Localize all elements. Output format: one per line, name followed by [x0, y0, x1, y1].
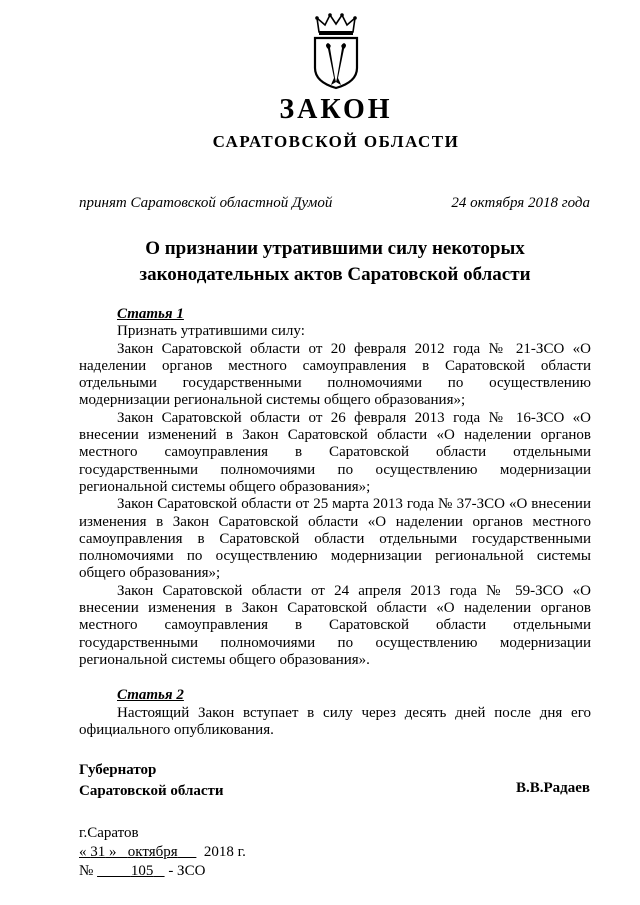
law-number-value: 105: [130, 863, 154, 879]
document-subtitle: САРАТОВСКОЙ ОБЛАСТИ: [212, 132, 460, 151]
article-1-item: Закон Саратовской области от 20 февраля 2012 года № 21-ЗСО «О наделении органов местного самоуправления в Саратовской области отдельными государственными полномочиями по осуществлению модернизации региональной системы общего образования»;: [79, 340, 591, 409]
article-2-heading: Статья 2: [117, 687, 184, 704]
law-title-line-2: законодательных актов Саратовской области: [139, 264, 531, 285]
signatory-name: В.В.Радаев: [515, 780, 590, 796]
signing-city: г.Саратов: [79, 825, 139, 841]
signing-date: « 31 » октября 2018 г.: [79, 844, 246, 860]
article-1-item: Закон Саратовской области от 25 марта 2013 года № 37-ЗСО «О внесении изменения в Закон Саратовской области «О наделении органов местного самоуправления в Саратовской области отдельными государственными полномочиями по осуществлению модернизации региональной системы общего образования»;: [79, 496, 591, 582]
article-1-heading: Статья 1: [117, 306, 184, 322]
signing-year: 2018 г.: [203, 844, 246, 860]
signing-details: [79, 824, 246, 881]
signatory-position-line-2: Саратовской области: [79, 783, 224, 799]
law-title-line-1: О признании утратившими силу некоторых: [145, 238, 525, 259]
signatory-position-line-1: Губернатор: [79, 762, 157, 778]
adoption-date: 24 октября 2018 года: [451, 195, 590, 211]
article-1-item: Закон Саратовской области от 24 апреля 2013 года № 59-ЗСО «О внесении изменения в Закон Саратовской области «О наделении органов местного самоуправления в Саратовской области отдельными государственными полномочиями по осуществлению модернизации региональной системы общего образования».: [79, 582, 591, 668]
article-1-item: Закон Саратовской области от 26 февраля 2013 года № 16-ЗСО «О внесении изменений в Закон Саратовской области «О наделении органов местного самоуправления в Саратовской области отдельными государственными полномочиями по осуществлению модернизации региональной системы общего образования»;: [79, 409, 591, 495]
article-1-intro: Признать утратившими силу:: [117, 323, 305, 340]
law-number: № 105 - ЗСО: [79, 863, 206, 879]
article-2-text: Настоящий Закон вступает в силу через десять дней после дня его официального опубликования.: [79, 704, 591, 738]
law-body: [79, 306, 591, 739]
signatory-position: [79, 760, 224, 802]
adoption-body: принят Саратовской областной Думой: [79, 195, 333, 211]
document-title: ЗАКОН: [279, 94, 393, 125]
signing-month: октября: [127, 844, 178, 860]
signing-day: 31: [90, 844, 106, 860]
law-title: [80, 236, 590, 288]
saratov-coat-of-arms-icon: [311, 12, 361, 90]
